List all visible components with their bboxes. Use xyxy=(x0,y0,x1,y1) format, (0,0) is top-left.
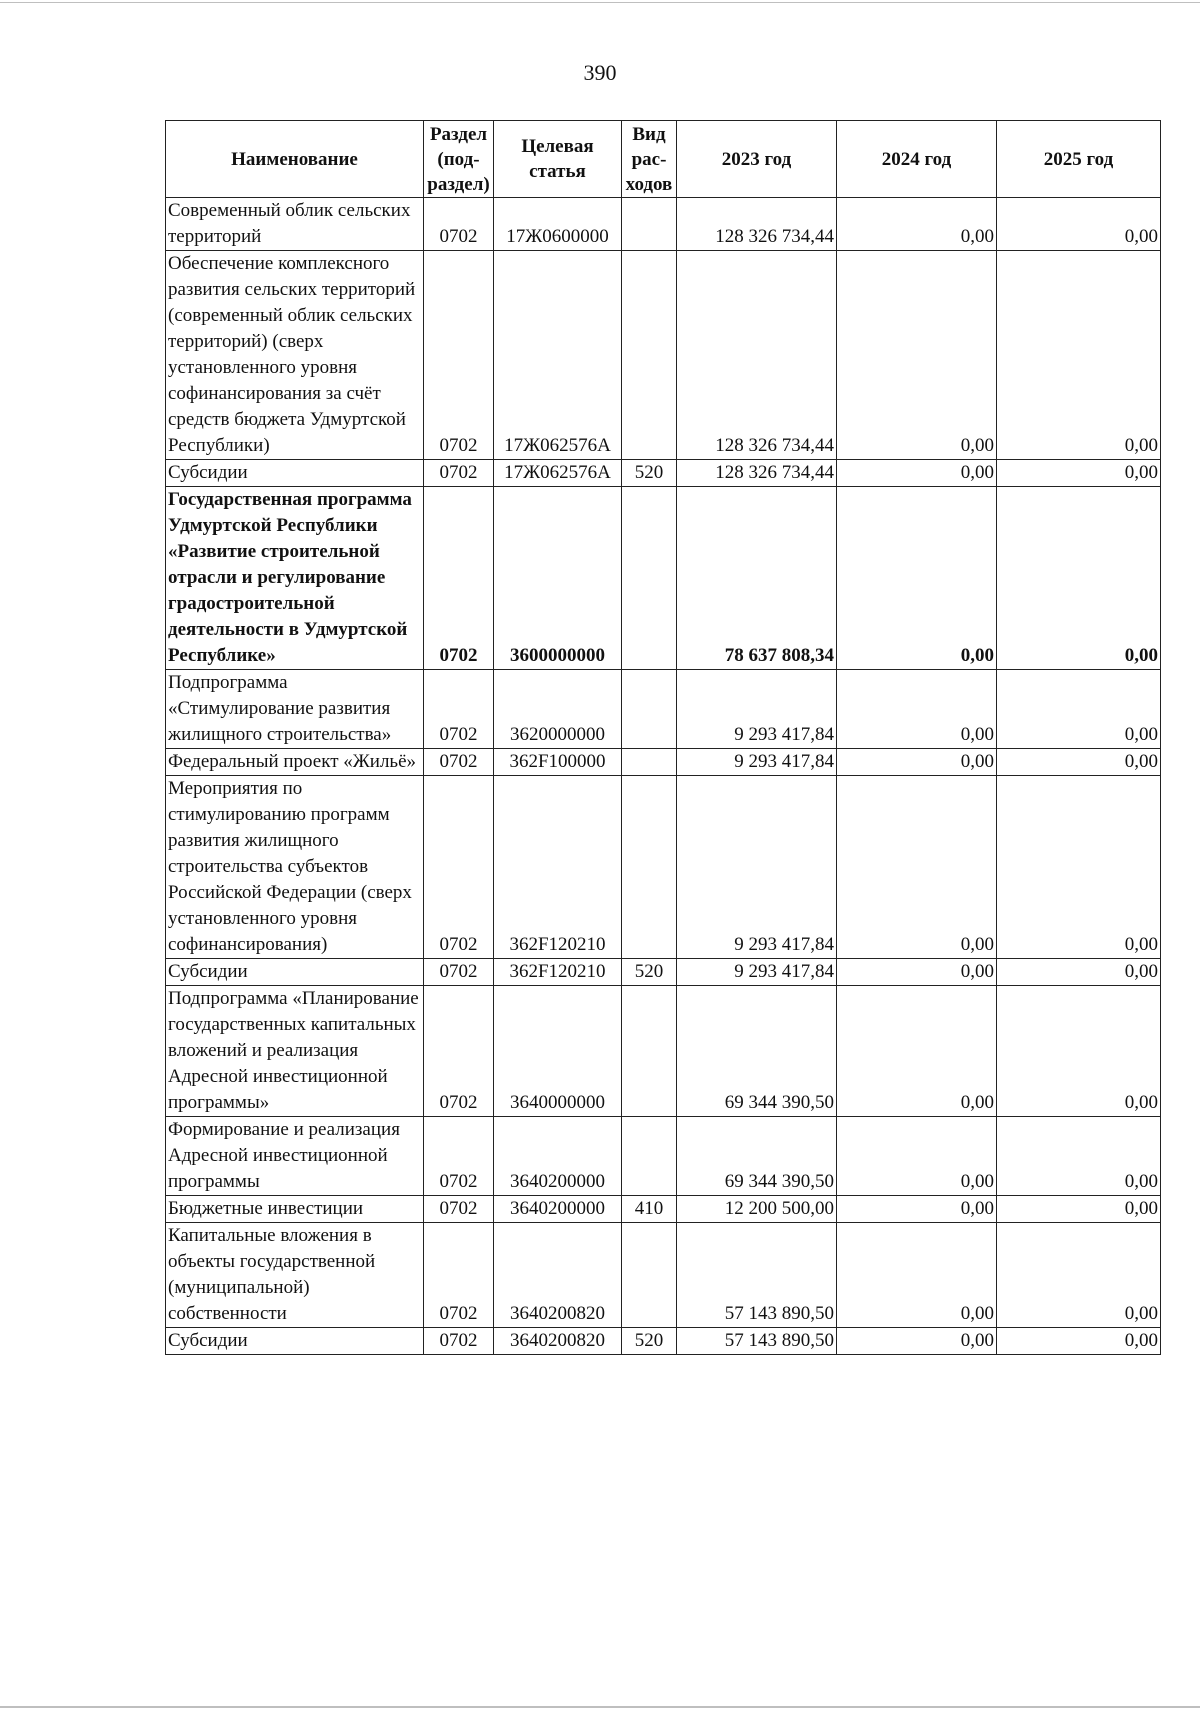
header-target-line-2: статья xyxy=(529,161,586,182)
cell-name: Бюджетные инвестиции xyxy=(166,1196,424,1223)
page-number: 390 xyxy=(583,60,617,85)
cell-target: 17Ж062576А xyxy=(494,460,622,487)
cell-target: 3640200820 xyxy=(494,1328,622,1355)
cell-2025: 0,00 xyxy=(997,460,1161,487)
scan-edge-top xyxy=(0,2,1200,3)
table-row xyxy=(166,670,1161,749)
cell-section: 0702 xyxy=(424,460,494,487)
cell-2023: 128 326 734,44 xyxy=(677,251,837,460)
cell-target: 3640000000 xyxy=(494,986,622,1117)
cell-2025: 0,00 xyxy=(997,776,1161,959)
cell-2025: 0,00 xyxy=(997,251,1161,460)
cell-2025: 0,00 xyxy=(997,670,1161,749)
cell-2023: 57 143 890,50 xyxy=(677,1328,837,1355)
cell-2024: 0,00 xyxy=(837,1196,997,1223)
header-name: Наименование xyxy=(166,121,424,198)
cell-2023: 12 200 500,00 xyxy=(677,1196,837,1223)
cell-kind: 520 xyxy=(622,460,677,487)
budget-table xyxy=(165,120,1161,1355)
table-row xyxy=(166,1223,1161,1328)
cell-2024: 0,00 xyxy=(837,487,997,670)
cell-2023: 9 293 417,84 xyxy=(677,749,837,776)
cell-section: 0702 xyxy=(424,198,494,251)
cell-name: Субсидии xyxy=(166,460,424,487)
table-row xyxy=(166,1196,1161,1223)
cell-kind xyxy=(622,1223,677,1328)
cell-name: Подпрограмма «Планирование государственных капитальных вложений и реализация Адресной инвестиционной программы» xyxy=(166,986,424,1117)
cell-2024: 0,00 xyxy=(837,1328,997,1355)
header-kind-line-3: ходов xyxy=(625,173,673,195)
table-row xyxy=(166,959,1161,986)
cell-2024: 0,00 xyxy=(837,776,997,959)
cell-name: Обеспечение комплексного развития сельских территорий (современный облик сельских территорий) (сверх установленного уровня софинансирования за счёт средств бюджета Удмуртской Республики) xyxy=(166,251,424,460)
cell-section: 0702 xyxy=(424,670,494,749)
cell-2024: 0,00 xyxy=(837,460,997,487)
cell-name: Современный облик сельских территорий xyxy=(166,198,424,251)
cell-2023: 9 293 417,84 xyxy=(677,776,837,959)
header-2023: 2023 год xyxy=(677,121,837,198)
cell-2024: 0,00 xyxy=(837,1117,997,1196)
header-section-line-3: раздел) xyxy=(427,173,490,195)
cell-2025: 0,00 xyxy=(997,487,1161,670)
cell-name: Капитальные вложения в объекты государственной (муниципальной) собственности xyxy=(166,1223,424,1328)
cell-target: 362F120210 xyxy=(494,959,622,986)
cell-section: 0702 xyxy=(424,1117,494,1196)
header-section-line-1: Раздел xyxy=(429,123,488,145)
cell-2024: 0,00 xyxy=(837,251,997,460)
cell-target: 3640200000 xyxy=(494,1196,622,1223)
cell-name: Формирование и реализация Адресной инвестиционной программы xyxy=(166,1117,424,1196)
header-target-line-1: Целевая xyxy=(521,136,594,157)
cell-2024: 0,00 xyxy=(837,670,997,749)
header-target xyxy=(494,121,622,198)
cell-kind xyxy=(622,986,677,1117)
cell-2023: 57 143 890,50 xyxy=(677,1223,837,1328)
cell-target: 362F120210 xyxy=(494,776,622,959)
cell-section: 0702 xyxy=(424,1328,494,1355)
cell-2024: 0,00 xyxy=(837,1223,997,1328)
cell-kind xyxy=(622,487,677,670)
table-body xyxy=(166,198,1161,1355)
cell-2023: 9 293 417,84 xyxy=(677,959,837,986)
cell-target: 17Ж0600000 xyxy=(494,198,622,251)
cell-2023: 69 344 390,50 xyxy=(677,986,837,1117)
cell-kind xyxy=(622,198,677,251)
table-row xyxy=(166,749,1161,776)
cell-2023: 128 326 734,44 xyxy=(677,198,837,251)
cell-target: 362F100000 xyxy=(494,749,622,776)
cell-name: Федеральный проект «Жильё» xyxy=(166,749,424,776)
cell-2024: 0,00 xyxy=(837,959,997,986)
cell-kind: 520 xyxy=(622,959,677,986)
table-row xyxy=(166,251,1161,460)
header-2024: 2024 год xyxy=(837,121,997,198)
table-row xyxy=(166,986,1161,1117)
header-kind-line-2: рас- xyxy=(631,148,667,170)
cell-kind xyxy=(622,251,677,460)
cell-2025: 0,00 xyxy=(997,959,1161,986)
cell-name: Подпрограмма «Стимулирование развития жилищного строительства» xyxy=(166,670,424,749)
header-section xyxy=(424,121,494,198)
cell-kind xyxy=(622,670,677,749)
table-row xyxy=(166,198,1161,251)
cell-name: Мероприятия по стимулированию программ развития жилищного строительства субъектов Российской Федерации (сверх установленного уровня софинансирования) xyxy=(166,776,424,959)
cell-name: Субсидии xyxy=(166,959,424,986)
table-row xyxy=(166,776,1161,959)
table-row xyxy=(166,460,1161,487)
cell-target: 3640200000 xyxy=(494,1117,622,1196)
cell-2025: 0,00 xyxy=(997,1196,1161,1223)
cell-2025: 0,00 xyxy=(997,986,1161,1117)
cell-2023: 9 293 417,84 xyxy=(677,670,837,749)
header-section-line-2: (под- xyxy=(437,148,480,170)
cell-name: Государственная программа Удмуртской Республики «Развитие строительной отрасли и регулирование градостроительной деятельности в Удмуртской Республике» xyxy=(166,487,424,670)
cell-2024: 0,00 xyxy=(837,198,997,251)
header-kind-line-1: Вид xyxy=(632,123,666,145)
header-kind xyxy=(622,121,677,198)
cell-2023: 78 637 808,34 xyxy=(677,487,837,670)
table-row xyxy=(166,1328,1161,1355)
cell-kind xyxy=(622,776,677,959)
table-header-row xyxy=(166,121,1161,198)
cell-section: 0702 xyxy=(424,251,494,460)
cell-section: 0702 xyxy=(424,1223,494,1328)
cell-2025: 0,00 xyxy=(997,1328,1161,1355)
cell-section: 0702 xyxy=(424,1196,494,1223)
cell-2023: 69 344 390,50 xyxy=(677,1117,837,1196)
cell-kind xyxy=(622,749,677,776)
cell-2025: 0,00 xyxy=(997,1117,1161,1196)
header-2025: 2025 год xyxy=(997,121,1161,198)
cell-section: 0702 xyxy=(424,986,494,1117)
table-row-program xyxy=(166,487,1161,670)
cell-name: Субсидии xyxy=(166,1328,424,1355)
cell-target: 3620000000 xyxy=(494,670,622,749)
cell-kind: 410 xyxy=(622,1196,677,1223)
cell-2025: 0,00 xyxy=(997,198,1161,251)
table-row xyxy=(166,1117,1161,1196)
cell-2024: 0,00 xyxy=(837,749,997,776)
cell-target: 3600000000 xyxy=(494,487,622,670)
cell-2024: 0,00 xyxy=(837,986,997,1117)
cell-kind xyxy=(622,1117,677,1196)
cell-target: 17Ж062576А xyxy=(494,251,622,460)
cell-2025: 0,00 xyxy=(997,1223,1161,1328)
cell-section: 0702 xyxy=(424,749,494,776)
cell-section: 0702 xyxy=(424,776,494,959)
cell-kind: 520 xyxy=(622,1328,677,1355)
scan-edge-bottom xyxy=(0,1706,1200,1708)
cell-2025: 0,00 xyxy=(997,749,1161,776)
cell-section: 0702 xyxy=(424,487,494,670)
cell-2023: 128 326 734,44 xyxy=(677,460,837,487)
cell-target: 3640200820 xyxy=(494,1223,622,1328)
cell-section: 0702 xyxy=(424,959,494,986)
